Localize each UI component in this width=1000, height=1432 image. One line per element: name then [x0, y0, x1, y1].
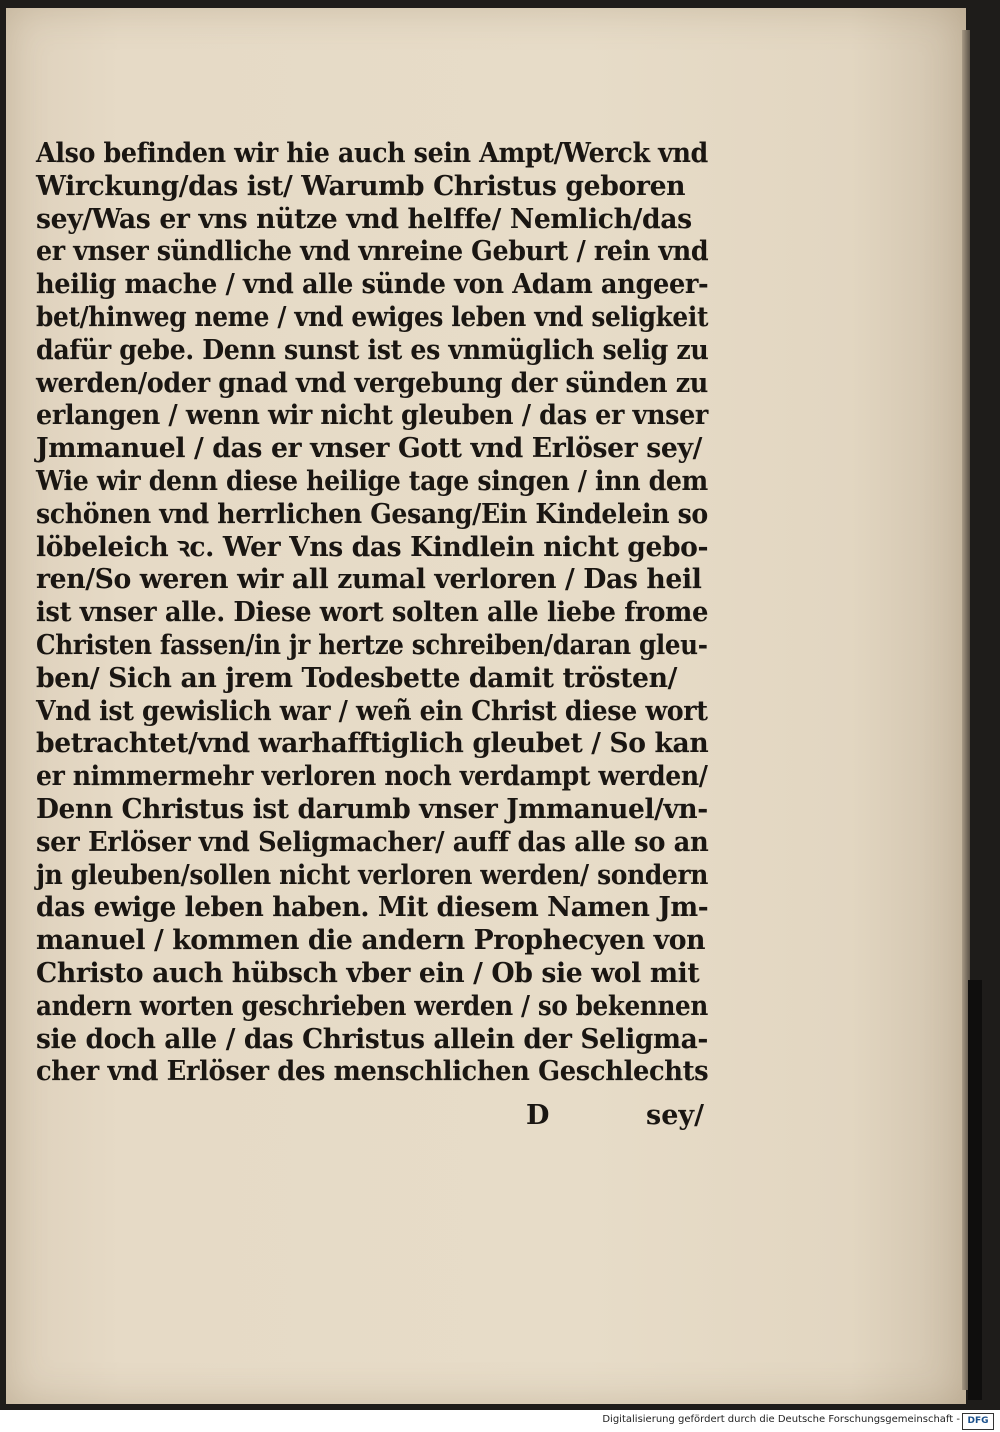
text-line: löbeleich ꝛc. Wer Vns das Kindlein nicht gebo- [36, 531, 709, 563]
text-line: er vnser sündliche vnd vnreine Geburt / rein vnd [36, 236, 709, 268]
body-text [36, 138, 716, 1089]
text-line: das ewige leben haben. Mit diesem Namen Jm- [36, 892, 709, 924]
text-line: heilig mache / vnd alle sünde von Adam angeer- [36, 269, 709, 301]
text-line: erlangen / wenn wir nicht gleuben / das er vnser [36, 400, 708, 432]
text-line: bet/hinweg neme / vnd ewiges leben vnd seligkeit [36, 301, 709, 333]
text-line: Wirckung/das ist/ Warumb Christus geboren [36, 170, 686, 202]
page-foot [36, 1100, 716, 1134]
bookmark-ribbon [968, 980, 982, 1400]
text-line: ben/ Sich an jrem Todesbette damit trösten/ [36, 662, 677, 694]
footer-credit: Digitalisierung gefördert durch die Deutsche Forschungsgemeinschaft - [602, 1414, 960, 1425]
text-line: Denn Christus ist darumb vnser Jmmanuel/vn- [36, 793, 708, 825]
text-line: ren/So weren wir all zumal verloren / Das heil [36, 564, 702, 596]
text-line: Also befinden wir hie auch sein Ampt/Werck vnd [36, 138, 708, 169]
text-line: sie doch alle / das Christus allein der Seligma- [36, 1023, 709, 1055]
text-line: sey/Was er vns nütze vnd helffe/ Nemlich/das [36, 203, 692, 235]
text-line: Christo auch hübsch vber ein / Ob sie wol mit [36, 957, 700, 989]
text-line: betrachtet/vnd warhafftiglich gleubet / So kan [36, 728, 709, 760]
dfg-logo: DFG [962, 1413, 994, 1430]
text-line: manuel / kommen die andern Prophecyen von [36, 925, 706, 957]
text-line: dafür gebe. Denn sunst ist es vnmüglich selig zu [36, 334, 709, 366]
text-line: Vnd ist gewislich war / weñ ein Christ diese wort [36, 695, 708, 727]
text-line: Christen fassen/in jr hertze schreiben/daran gleu- [36, 629, 708, 661]
text-line: Wie wir denn diese heilige tage singen / inn dem [36, 465, 708, 497]
text-line: jn gleuben/sollen nicht verloren werden/ sondern [36, 859, 708, 891]
text-line: werden/oder gnad vnd vergebung der sünden zu [36, 367, 708, 399]
catchword: sey/ [646, 1100, 704, 1131]
text-line: ser Erlöser vnd Seligmacher/ auff das alle so an [36, 826, 709, 858]
text-line: cher vnd Erlöser des menschlichen Geschlechts [36, 1056, 709, 1088]
text-line: Jmmanuel / das er vnser Gott vnd Erlöser sey/ [36, 433, 702, 465]
digitization-footer [0, 1410, 1000, 1432]
text-line: andern worten geschrieben werden / so bekennen [36, 990, 708, 1022]
text-line: schönen vnd herrlichen Gesang/Ein Kindelein so [36, 498, 708, 530]
text-line: ist vnser alle. Diese wort solten alle liebe frome [36, 597, 709, 629]
signature-mark: D [526, 1100, 550, 1131]
text-line: er nimmermehr verloren noch verdampt werden/ [36, 761, 708, 793]
